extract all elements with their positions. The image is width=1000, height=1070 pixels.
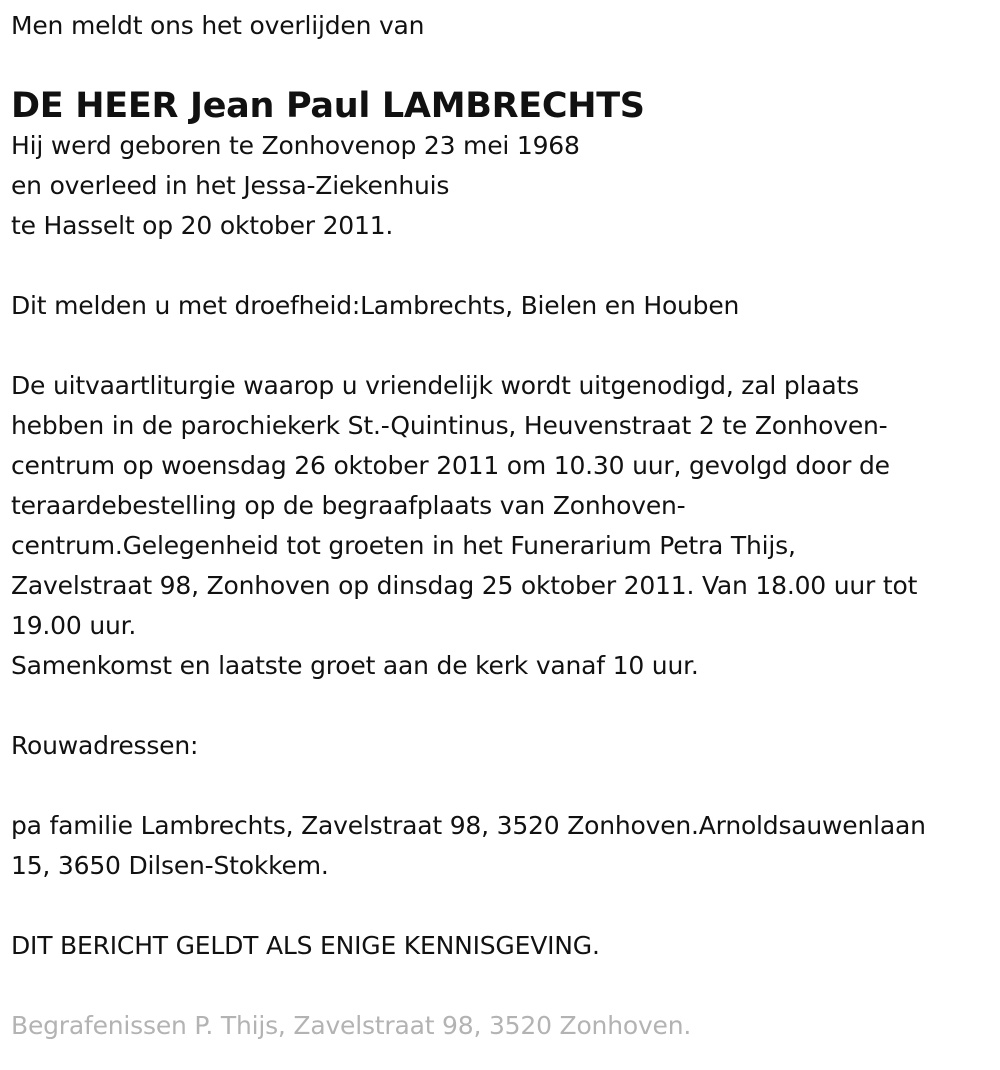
funeral-line: hebben in de parochiekerk St.-Quintinus, Heuvenstraat 2 te Zonhoven- xyxy=(11,411,888,440)
funeral-home-footer: Begrafenissen P. Thijs, Zavelstraat 98, 3520 Zonhoven. xyxy=(11,1011,692,1040)
spacer xyxy=(11,966,996,1006)
intro-text: Men meldt ons het overlijden van xyxy=(11,11,425,40)
funeral-line: 19.00 uur. xyxy=(11,611,137,640)
addresses-label: Rouwadressen: xyxy=(11,731,199,760)
spacer xyxy=(11,886,996,926)
funeral-line: centrum.Gelegenheid tot groeten in het Funerarium Petra Thijs, xyxy=(11,531,796,560)
funeral-line: Zavelstraat 98, Zonhoven op dinsdag 25 oktober 2011. Van 18.00 uur tot xyxy=(11,571,918,600)
deceased-name: DE HEER Jean Paul LAMBRECHTS xyxy=(11,86,645,126)
addresses-block xyxy=(11,806,996,886)
spacer xyxy=(11,246,996,286)
spacer xyxy=(11,326,996,366)
spacer xyxy=(11,766,996,806)
birth-line: Hij werd geboren te Zonhovenop 23 mei 1968 xyxy=(11,131,580,160)
death-notice xyxy=(11,6,996,1046)
funeral-line: teraardebestelling op de begraafplaats van Zonhoven- xyxy=(11,491,686,520)
birth-death-block xyxy=(11,126,996,246)
funeral-line: Samenkomst en laatste groet aan de kerk vanaf 10 uur. xyxy=(11,651,699,680)
funeral-line: centrum op woensdag 26 oktober 2011 om 10.30 uur, gevolgd door de xyxy=(11,451,890,480)
closing-statement: DIT BERICHT GELDT ALS ENIGE KENNISGEVING. xyxy=(11,931,600,960)
spacer xyxy=(11,686,996,726)
funeral-block xyxy=(11,366,996,686)
address-line: 15, 3650 Dilsen-Stokkem. xyxy=(11,851,329,880)
funeral-line: De uitvaartliturgie waarop u vriendelijk wordt uitgenodigd, zal plaats xyxy=(11,371,859,400)
death-line: en overleed in het Jessa-Ziekenhuis xyxy=(11,171,450,200)
death-place-line: te Hasselt op 20 oktober 2011. xyxy=(11,211,394,240)
mourners-line: Dit melden u met droefheid:Lambrechts, Bielen en Houben xyxy=(11,291,740,320)
address-line: pa familie Lambrechts, Zavelstraat 98, 3520 Zonhoven.Arnoldsauwenlaan xyxy=(11,811,926,840)
